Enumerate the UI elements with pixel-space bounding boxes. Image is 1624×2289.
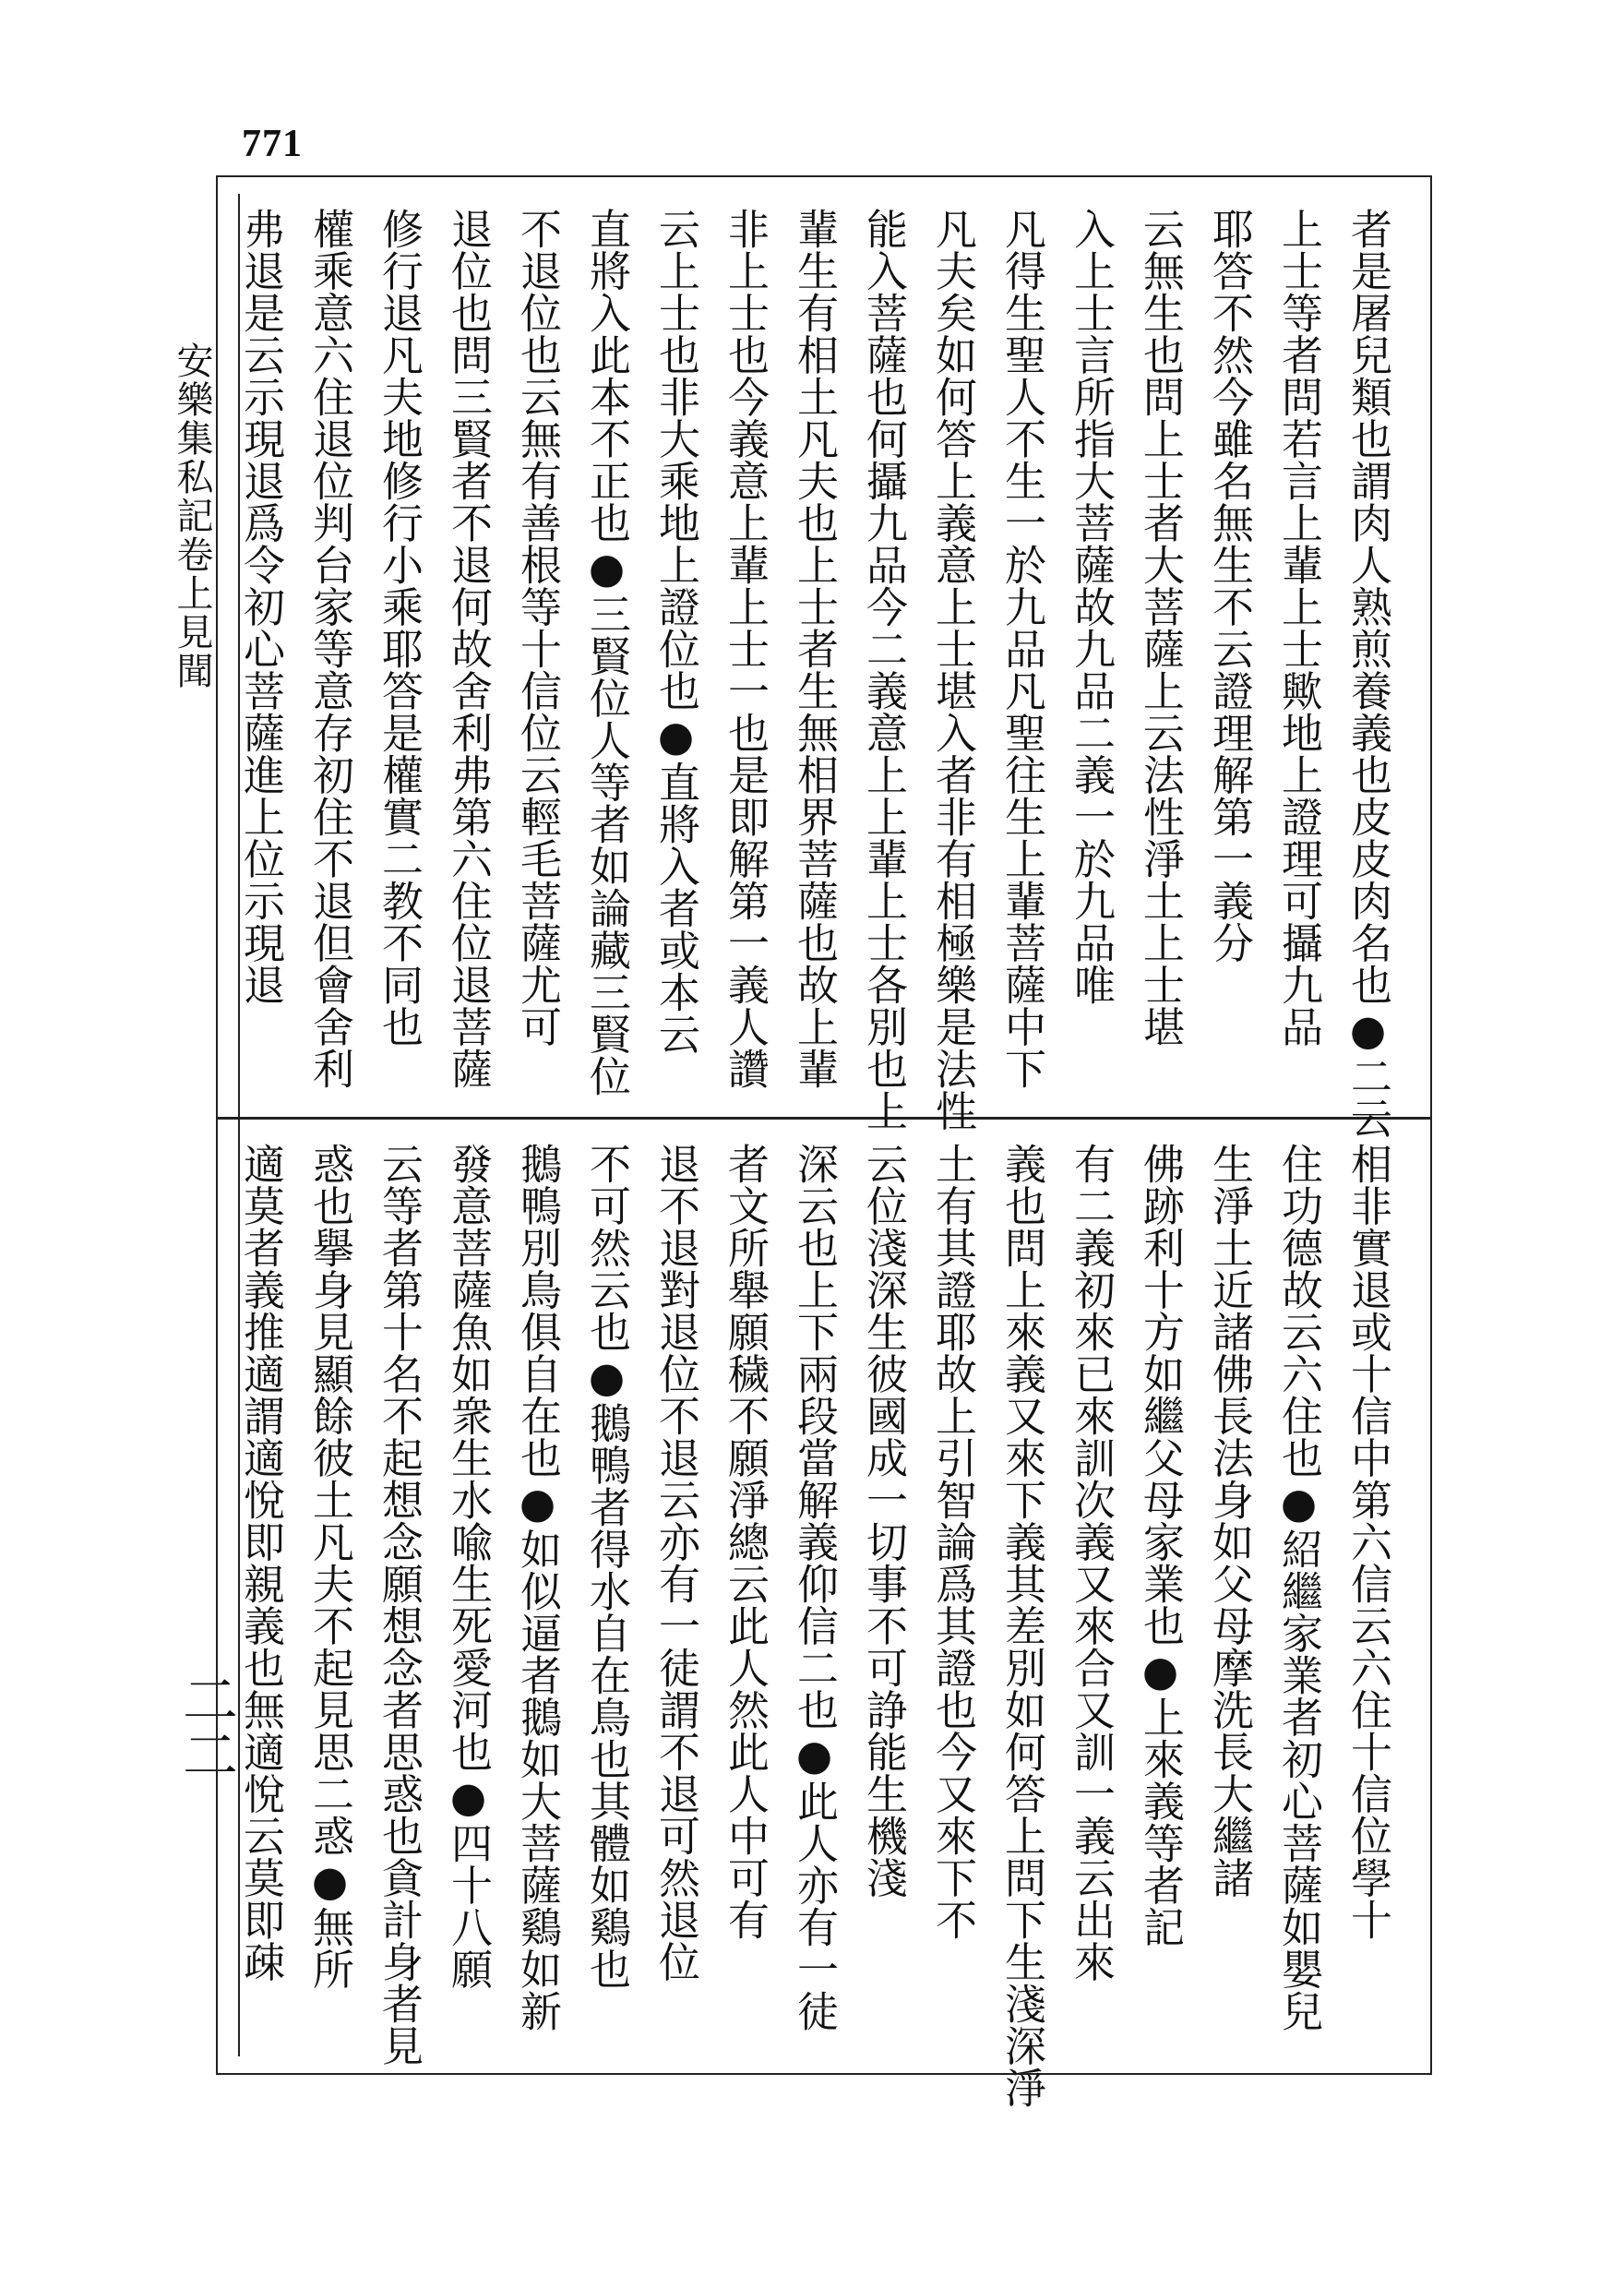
folio-number: 二二 xyxy=(173,1671,238,1781)
text-column: 者文所舉願穢不願淨總云此人然此人中可有 xyxy=(721,1143,770,1941)
text-column: 鵝鴨別鳥俱自在也●如似逼者鵝如大菩薩鷄如新 xyxy=(513,1143,562,2032)
text-column: 能入菩薩也何攝九品今二義意上上輩上士各別也上 xyxy=(859,208,908,1132)
text-column: 云位淺深生彼國成一切事不可諍能生機淺 xyxy=(859,1143,908,1899)
text-column: 云等者第十名不起想念願想念者思惑也貪計身者見 xyxy=(375,1143,424,2067)
text-column: 輩生有相土凡夫也上士者生無相界菩薩也故上輩 xyxy=(790,208,839,1090)
text-column: 深云也上下兩段當解義仰信二也●此人亦有一徒 xyxy=(790,1143,839,2032)
text-column: 佛跡利十方如繼父母家業也●上來義等者記 xyxy=(1136,1143,1185,1948)
text-column: 不可然云也●鵝鴨者得水自在鳥也其體如鷄也 xyxy=(582,1143,631,1990)
text-column: 凡得生聖人不生一於九品凡聖往生上輩菩薩中下 xyxy=(997,208,1046,1090)
page-number: 771 xyxy=(242,123,303,165)
text-column: 退不退對退位不退云亦有一徒謂不退可然退位 xyxy=(651,1143,700,1983)
text-column: 上士等者問若言上輩上士歟地上證理可攝九品 xyxy=(1274,208,1323,1048)
section-divider xyxy=(216,1117,1432,1120)
text-column: 修行退凡夫地修行小乘耶答是權實二教不同也 xyxy=(375,208,424,1048)
text-column: 義也問上來義又來下義其差別如何答上問下生淺深淨 xyxy=(997,1143,1046,2109)
text-column: 入上士言所指大菩薩故九品二義一於九品唯 xyxy=(1067,208,1116,1006)
text-column: 適莫者義推適謂適悅即親義也無適悅云莫即疎 xyxy=(236,1143,285,1983)
text-column: 不退位也云無有善根等十信位云輕毛菩薩尤可 xyxy=(513,208,562,1048)
text-column: 凡夫矣如何答上義意上士堪入者非有相極樂是法性 xyxy=(928,208,977,1132)
text-column: 耶答不然今雖名無生不云證理解第一義分 xyxy=(1205,208,1254,964)
text-column: 相非實退或十信中第六信云六住十信位學十 xyxy=(1343,1143,1392,1941)
text-column: 弗退是云示現退爲令初心菩薩進上位示現退 xyxy=(236,208,285,1006)
text-column: 者是屠兒類也謂肉人熟煎養義也皮皮肉名也●二云 xyxy=(1343,208,1392,1139)
text-column: 云無生也問上士者大菩薩上云法性淨土上士堪 xyxy=(1136,208,1185,1048)
running-title: 安樂集私記卷上見聞 xyxy=(171,342,213,690)
lower-text-block xyxy=(236,1143,1403,2109)
text-column: 生淨土近諸佛長法身如父母摩洗長大繼諸 xyxy=(1205,1143,1254,1899)
text-column: 直將入此本不正也●三賢位人等者如論藏三賢位 xyxy=(582,208,631,1097)
text-column: 惑也擧身見顯餘彼土凡夫不起見思二惑●無所 xyxy=(305,1143,354,1990)
text-column: 權乘意六住退位判台家等意存初住不退但會舍利 xyxy=(305,208,354,1090)
text-column: 云上士也非大乘地上證位也●直將入者或本云 xyxy=(651,208,700,1055)
text-column: 發意菩薩魚如衆生水喩生死愛河也●四十八願 xyxy=(444,1143,493,1990)
text-column: 退位也問三賢者不退何故舍利弗第六住位退菩薩 xyxy=(444,208,493,1090)
upper-text-block xyxy=(236,208,1403,1139)
text-column: 有二義初來已來訓次義又來合又訓一義云出來 xyxy=(1067,1143,1116,1983)
text-column: 土有其證耶故上引智論爲其證也今又來下不 xyxy=(928,1143,977,1941)
text-column: 住功德故云六住也●紹繼家業者初心菩薩如嬰兒 xyxy=(1274,1143,1323,2032)
text-column: 非上士也今義意上輩上士一也是即解第一義人讚 xyxy=(721,208,770,1090)
